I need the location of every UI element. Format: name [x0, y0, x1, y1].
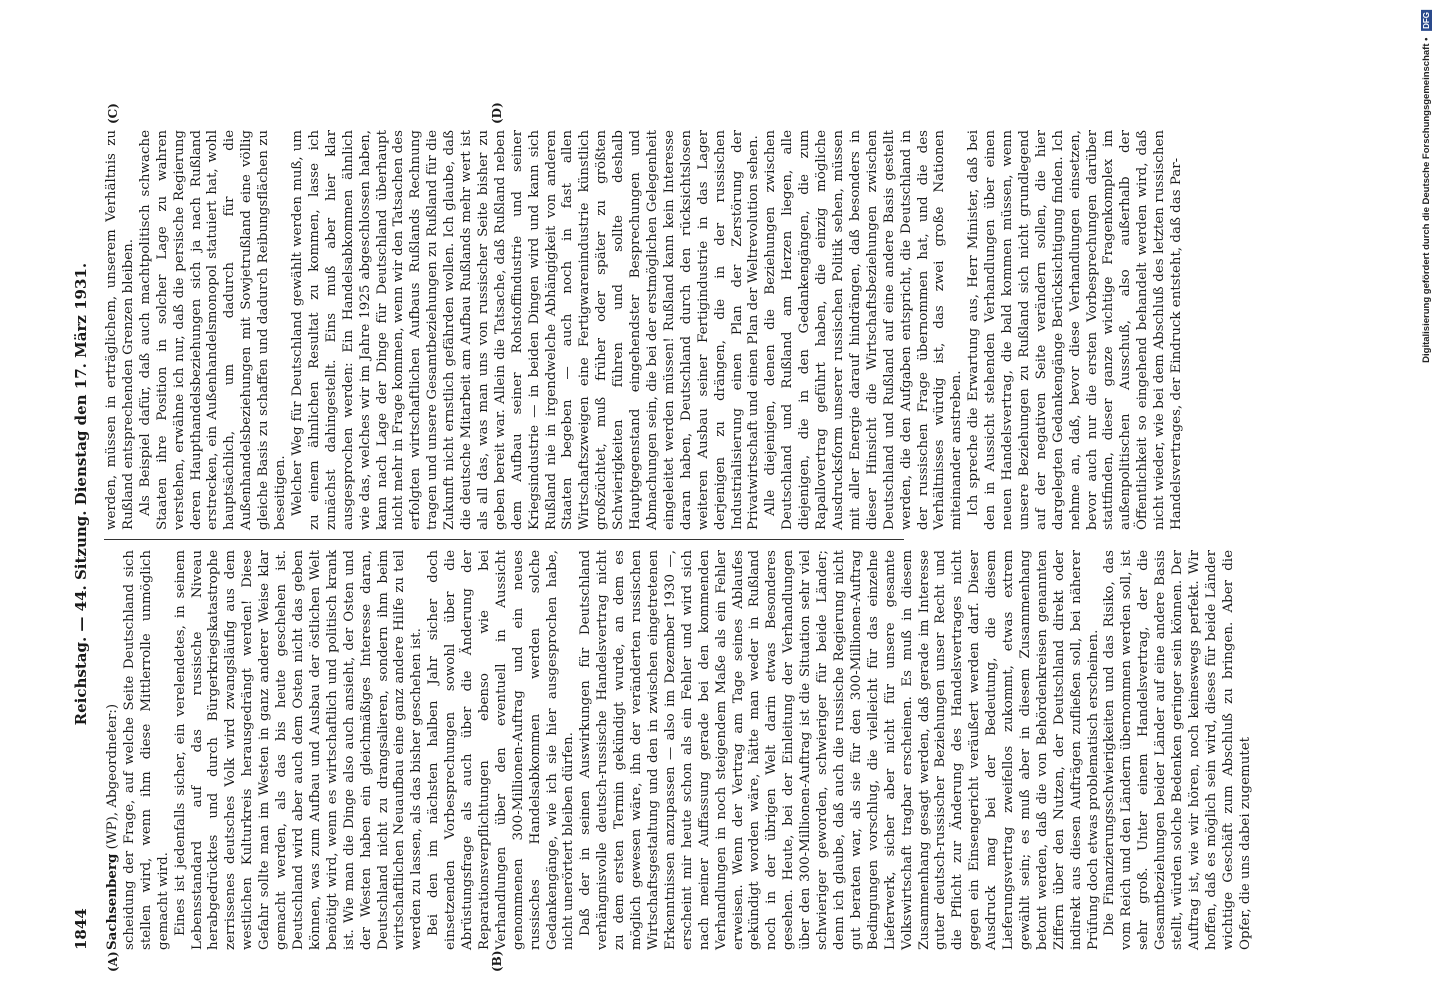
- paragraph: Die Finanzierungsschwierigkeiten und das Risiko, das vom Reich und den Ländern übernommen werden soll, ist sehr groß. Unter einem Handelsvertrag, der die Gesamtbeziehungen beider Länder auf eine andere Basis stellt, würden solche Bedenken geringer sein können. Der Auftrag ist, wie wir hören, noch keineswegs perfekt. Wir hoffen, daß es möglich sein wird, dieses für beide Länder wichtige Geschäft zum Abschluß zu bringen. Aber die Opfer, die uns dabei zugemutet: [1102, 550, 1253, 950]
- dfg-logo: DFG: [1422, 12, 1431, 29]
- speaker-suffix: (WP), Abgeordneter:): [105, 703, 120, 850]
- margin-mark-d: (D): [490, 102, 504, 124]
- paragraph: Bei den im nächsten halben Jahr sicher doch einsetzenden Vorbesprechungen sowohl über die Abrüstungsfrage als auch über die Änderung der Reparationsverpflichtungen ebenso wie bei Verhandlungen über den eventuell in Aussicht genommenen 300-Millionen-Auftrag und ein neues russisches Handelsabkommen werden solche Gedankengänge, wie ich sie hier ausgesprochen habe, nicht unerörtert bleiben dürfen.: [426, 550, 577, 950]
- margin-mark-b: (B): [490, 950, 504, 972]
- digitization-text: Digitalisierung gefördert durch die Deutsche Forschungsgemeinschaft •: [1421, 37, 1432, 363]
- paragraph: Alle diejenigen, denen die Beziehungen zwischen Deutschland und Rußland am Herzen liegen, alle diejenigen, die in den Gedankengängen, die zum Rapallovertrag geführt haben, die einzig mögliche Ausdrucksform unserer russischen Politik sehen, müssen mit aller Energie darauf hindrängen, daß besonders in dieser Hinsicht die Wirtschaftsbeziehungen zwischen Deutschland und Rußland auf eine andere Basis gestellt werden, die den Aufgaben entspricht, die Deutschland in der russischen Frage übernommen hat, und die des Verhältnisses würdig ist, das zwei große Nationen miteinander anstreben.: [763, 130, 965, 530]
- speaker-line: [104, 550, 122, 950]
- paragraph: Welcher Weg für Deutschland gewählt werden muß, um zu einem ähnlichen Resultat zu kommen, lasse ich zunächst dahingestellt. Eins muß aber hier klar ausgesprochen werden: Ein Handelsabkommen ähnlich wie das, welches wir im Jahre 1925 abgeschlossen haben, kann nach Lage der Dinge für Deutschland überhaupt nicht mehr in Frage kommen, wenn wir den Tatsachen des erfolgten wirtschaftlichen Aufbaus Rußlands Rechnung tragen und unsere Gesamtbeziehungen zu Rußland für die Zukunft nicht ernstlich gefährden wollen. Ich glaube, daß die deutsche Mitarbeit am Aufbau Rußlands mehr wert ist als all das, was man uns von russischer Seite bisher zu geben bereit war. Allein die Tatsache, daß Rußland neben dem Aufbau seiner Rohstoffindustrie und seiner Kriegsindustrie — in beiden Dingen wird und kann sich Rußland nie in irgendwelche Abhängigkeit von anderen Staaten begeben — auch noch in fast allen Wirtschaftszweigen eine Fertigwarenindustrie künstlich großzüchtet, muß früher oder später zu größten Schwierigkeiten führen und sollte deshalb Hauptgegenstand eingehendster Besprechungen und Abmachungen sein, die bei der erstmöglichen Gelegenheit eingeleitet werden müssen! Rußland kann kein Interesse daran haben, Deutschland durch den rücksichtslosen weiteren Ausbau seiner Fertigindustrie in das Lager derjenigen zu drängen, die in der russischen Industrialisierung einen Plan der Zerstörung der Privatwirtschaft und einen Plan der Weltrevolution sehen.: [289, 130, 762, 530]
- page-header: [70, 80, 92, 950]
- document-page: [70, 80, 1370, 972]
- paragraph: scheidung der Frage, auf welche Seite Deutschland sich stellen wird, wenn ihm diese Mittlerrolle unmöglich gemacht wird.: [121, 550, 171, 950]
- margin-mark-c: (C): [106, 103, 120, 124]
- paragraph: Eines ist jedenfalls sicher, ein verelendetes, in seinem Lebensstandard auf das russische Niveau herabgedrücktes und durch Bürgerkriegskatastrophe zerrissenes deutsches Volk wird zwangsläufig aus dem westlichen Kulturkreis herausgedrängt werden! Diese Gefahr sollte man im Westen in ganz anderer Weise klar gemacht werden, als das bis heute geschehen ist. Deutschland wird aber auch dem Osten nicht das geben können, was zum Aufbau und Ausbau der östlichen Welt benötigt wird, wenn es wirtschaftlich und politisch krank ist. Wie man die Dinge also auch ansieht, der Osten und der Westen haben ein gleichmäßiges Interesse daran, Deutschland nicht zu drangsalieren, sondern ihm beim wirtschaftlichen Neuaufbau eine ganz andere Hilfe zu teil werden zu lassen, als das bisher geschehen ist.: [172, 550, 425, 950]
- digitization-note: [1421, 10, 1432, 363]
- right-column: [104, 130, 1185, 530]
- paragraph: Daß der in seinen Auswirkungen für Deutschland verhängnisvolle deutsch-russische Handelsvertrag nicht zu dem ersten Termin gekündigt wurde, an dem es möglich gewesen wäre, ihn der veränderten russischen Wirtschaftsgestaltung und den in zwischen eingetretenen Erkenntnissen anzupassen — also im Dezember 1930 —, erscheint mir heute schon als ein Fehler und wird sich nach meiner Auffassung gerade bei den kommenden Verhandlungen in noch steigendem Maße als ein Fehler erweisen. Wenn der Vertrag am Tage seines Ablaufes gekündigt worden wäre, hätte man weder in Rußland noch in der übrigen Welt darin etwas Besonderes gesehen. Heute, bei der Einleitung der Verhandlungen über den 300-Millionen-Auftrag ist die Situation sehr viel schwieriger geworden, schwieriger für beide Länder; denn ich glaube, daß auch die russische Regierung nicht gut beraten war, als sie für den 300-Millionen-Auftrag Bedingungen vorschlug, die vielleicht für das einzelne Lieferwerk, sicher aber nicht für unsere gesamte Volkswirtschaft tragbar erscheinen. Es muß in diesem Zusammenhang gesagt werden, daß gerade im Interesse guter deutsch-russischer Beziehungen unser Recht und die Pflicht zur Änderung des Handelsvertrages nicht gegen ein Einsengericht veräußert werden darf. Dieser Ausdruck mag bei der Bedeutung, die diesem Lieferungsvertrag zweifellos zukommt, etwas extrem gewählt sein; es muß aber in diesem Zusammenhang betont werden, daß die von Behördenkreisen genannten Ziffern über den Nutzen, der Deutschland direkt oder indirekt aus diesen Aufträgen zufließen soll, bei näherer Prüfung doch etwas problematisch erscheinen.: [578, 550, 1101, 950]
- paragraph: Ich spreche die Erwartung aus, Herr Minister, daß bei den in Aussicht stehenden Verhandlungen über einen neuen Handelsvertrag, die bald kommen müssen, wenn unsere Beziehungen zu Rußland sich nicht grundlegend auf der negativen Seite verändern sollen, die hier dargelegten Gedankengänge Berücksichtigung finden. Ich nehme an, daß, bevor diese Verhandlungen einsetzen, bevor auch nur die ersten Vorbesprechungen darüber stattfinden, dieser ganze wichtige Fragenkomplex im außenpolitischen Ausschuß, also außerhalb der Öffentlichkeit so eingehend behandelt werden wird, daß nicht wieder, wie bei dem Abschluß des letzten russischen Handelsvertrages, der Eindruck entsteht, daß das Par-: [966, 130, 1185, 530]
- paragraph: Als Beispiel dafür, daß auch machtpolitisch schwache Staaten ihre Position in solcher Lage zu wahren verstehen, erwähne ich nur, daß die persische Regierung deren Haupthandelsbeziehungen sich ja nach Rußland erstrecken, ein Außenhandelsmonopol statuiert hat, wohl hauptsächlich, um dadurch für die Außenhandelsbeziehungen mit Sowjetrußland eine völlig gleiche Basis zu schaffen und dadurch Reibungsflächen zu beseitigen.: [137, 130, 289, 530]
- margin-mark-a: (A): [106, 951, 120, 972]
- speaker-name: Sachsenberg: [104, 853, 120, 950]
- column-divider: [104, 539, 904, 540]
- page-number: 1844: [72, 908, 90, 950]
- paragraph: werden, müssen in erträglichem, unserem Verhältnis zu Rußland entsprechenden Grenzen bleiben.: [104, 130, 136, 530]
- page-running-title: Reichstag. — 44. Sitzung. Dienstag den 17. März 1931.: [72, 262, 90, 726]
- left-column: [104, 550, 1253, 950]
